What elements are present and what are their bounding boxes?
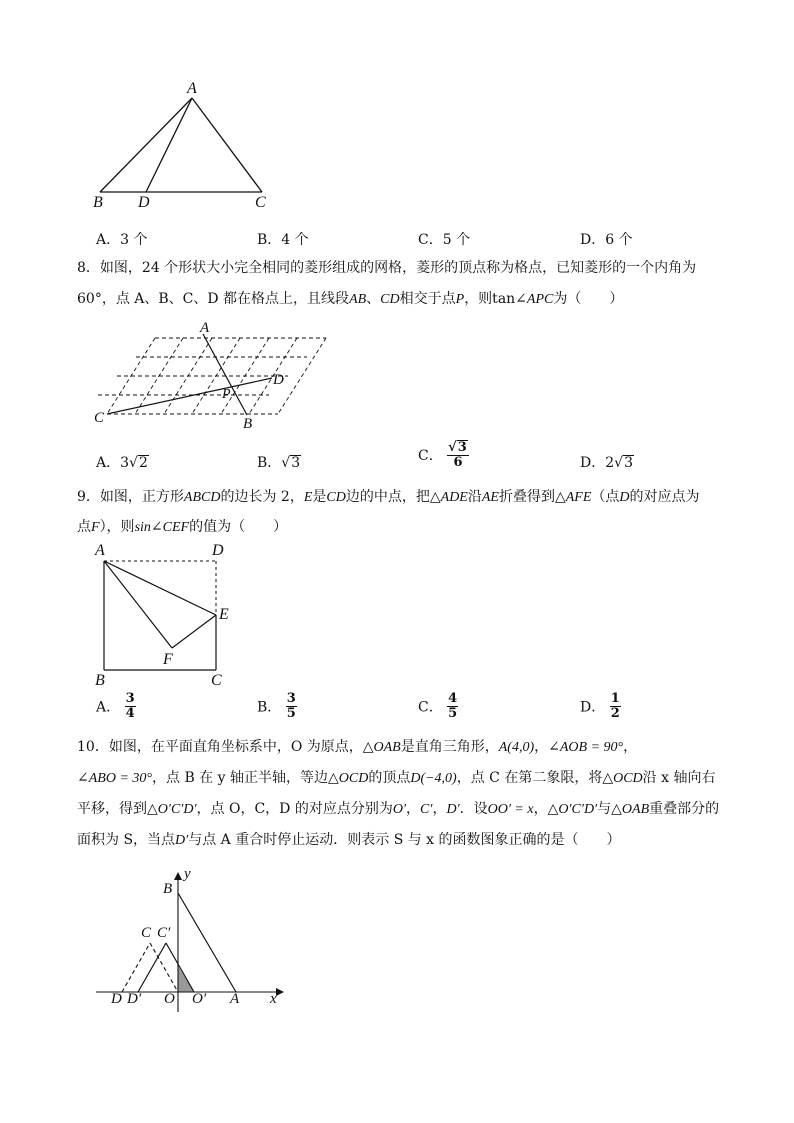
- q7-option-b[interactable]: B．4 个: [257, 232, 309, 248]
- q9-option-d[interactable]: D． $\frac{1}{2}$: [580, 691, 620, 721]
- q7-option-c[interactable]: C．5 个: [418, 232, 471, 248]
- q8-option-c[interactable]: C． $\frac{√3}{6}$: [418, 440, 467, 470]
- q8-option-d[interactable]: D．2√3: [580, 455, 633, 471]
- q9-label-c: C: [211, 672, 222, 689]
- q9-stem-line2: 点F），则sin∠CEF的值为（ ）: [77, 519, 288, 535]
- q10-label-d-prime: D′: [127, 991, 142, 1007]
- q10-label-d: D: [111, 991, 122, 1007]
- q10-label-c: C: [141, 925, 152, 941]
- q8-label-d: D: [273, 372, 284, 388]
- q8-stem-line2: 60°，点 A、B、C、D 都在格点上，且线段AB、CD相交于点P，则tan∠APC为（ ）: [77, 291, 624, 307]
- q8-option-b[interactable]: B．√3: [257, 455, 301, 471]
- q7-option-d[interactable]: D．6 个: [580, 232, 633, 248]
- q9-stem-line1: 9．如图，正方形ABCD的边长为 2，E是CD边的中点，把△ADE沿AE折叠得到△AFE（点D的对应点为: [77, 489, 700, 505]
- q8-option-a[interactable]: A．3√2: [96, 455, 148, 471]
- q9-label-e: E: [219, 606, 229, 623]
- q7-label-b: B: [93, 194, 103, 211]
- q8-label-a: A: [200, 320, 210, 336]
- q9-label-f: F: [163, 651, 173, 668]
- q9-option-b[interactable]: B． $\frac{3}{5}$: [257, 691, 296, 721]
- q9-option-a[interactable]: A． $\frac{3}{4}$: [96, 691, 135, 721]
- q7-label-d: D: [138, 194, 150, 211]
- q10-label-a: A: [230, 991, 240, 1007]
- q7-label-c: C: [255, 194, 266, 211]
- q8-stem-line1: 8．如图，24 个形状大小完全相同的菱形组成的网格，菱形的顶点称为格点，已知菱形的一个内角为: [77, 260, 697, 276]
- q8-label-b: B: [243, 416, 253, 432]
- q8-label-p: P: [222, 387, 231, 402]
- q10-stem-line2: ∠ABO = 30°，点 B 在 y 轴正半轴，等边△OCD的顶点D(−4,0)，点 C 在第二象限，将△OCD沿 x 轴向右: [77, 770, 716, 786]
- q9-label-a: A: [95, 542, 105, 559]
- q10-label-o: O: [164, 991, 175, 1007]
- q10-label-c-prime: C′: [157, 925, 171, 941]
- q8-label-c: C: [94, 410, 105, 426]
- q9-label-d: D: [212, 542, 224, 559]
- q7-option-a[interactable]: A．3 个: [96, 232, 148, 248]
- q9-label-b: B: [95, 672, 105, 689]
- q10-stem-line1: 10．如图，在平面直角坐标系中，O 为原点，△OAB是直角三角形，A(4,0)，∠AOB = 90°，: [77, 739, 638, 755]
- q7-label-a: A: [187, 80, 197, 97]
- q10-label-o-prime: O′: [192, 991, 207, 1007]
- q9-option-c[interactable]: C． $\frac{4}{5}$: [418, 691, 458, 721]
- q10-stem-line3: 平移，得到△O′C′D′，点 O，C，D 的对应点分别为O′，C′，D′．设OO′ = x，△O′C′D′与△OAB重叠部分的: [77, 801, 720, 817]
- q10-label-y: y: [184, 866, 191, 882]
- q10-label-x: x: [270, 991, 277, 1007]
- q10-stem-line4: 面积为 S，当点D′与点 A 重合时停止运动．则表示 S 与 x 的函数图象正确的是（ ）: [77, 832, 621, 848]
- q10-label-b: B: [163, 881, 173, 897]
